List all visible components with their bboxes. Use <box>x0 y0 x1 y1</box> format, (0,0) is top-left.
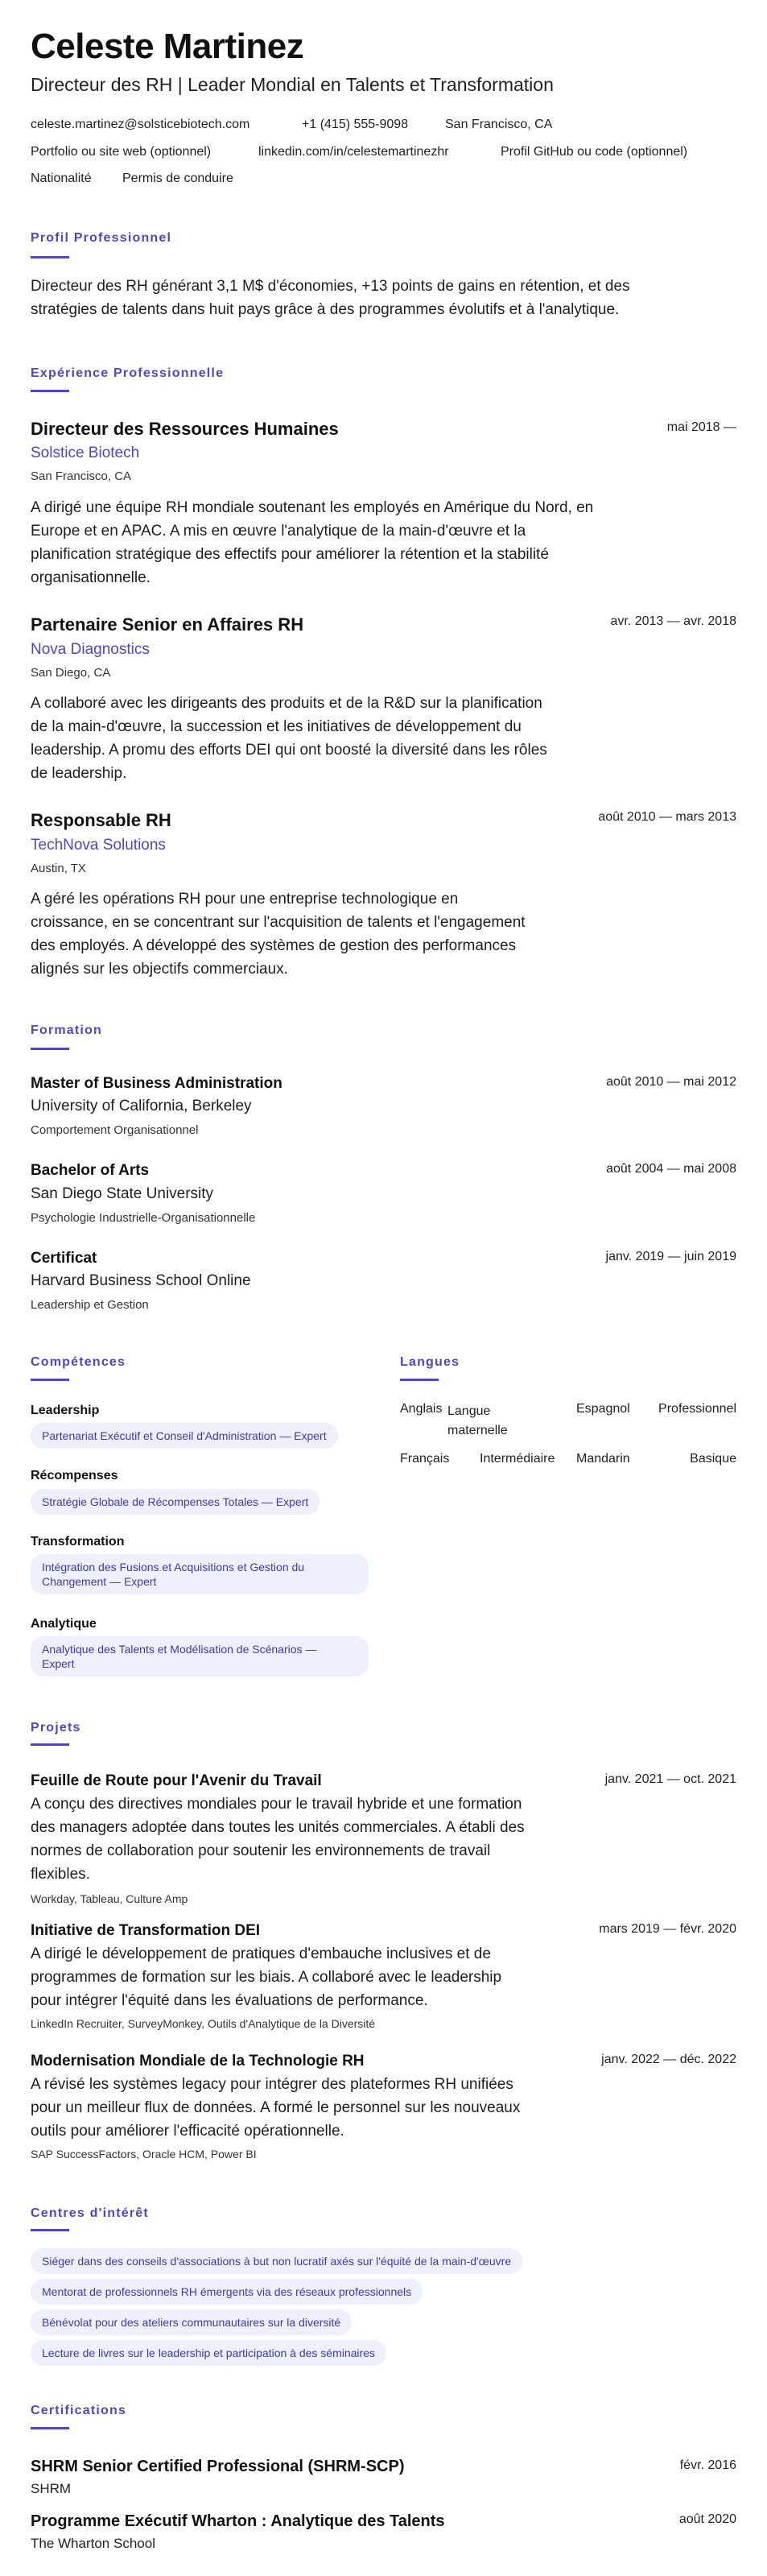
school: San Diego State University <box>31 1185 214 1202</box>
language-level: Basique <box>690 1452 736 1466</box>
job-title: Partenaire Senior en Affaires RH <box>31 614 304 635</box>
skill-pill: Stratégie Globale de Récompenses Totales — Expert <box>31 1489 320 1515</box>
job-description: A géré les opérations RH pour une entreprise technologique en croissance, en se concentrant sur l'acquisition de talents et l'engagement des employés. A développé des systèmes de gestion des performances alignés sur les objectifs commerciaux. <box>31 891 526 978</box>
phone-number[interactable]: +1 (415) 555-9098 <box>302 118 409 131</box>
job-dates: août 2010 — mars 2013 <box>598 810 736 824</box>
project-description: A révisé les systèmes legacy pour intégrer des plateformes RH unifiées pour un meilleur flux de données. A formé le personnel sur les nouveaux outils pour améliorer l'efficacité opérationnelle. <box>31 2076 521 2140</box>
section-rule <box>31 1048 69 1050</box>
headline: Directeur des RH | Leader Mondial en Talents et Transformation <box>31 74 554 95</box>
project-tech: LinkedIn Recruiter, SurveyMonkey, Outils d'Analytique de la Diversité <box>31 2017 376 2030</box>
section-title-profile: Profil Professionnel <box>31 231 172 245</box>
driving-license: Permis de conduire <box>122 172 233 185</box>
project-title: Initiative de Transformation DEI <box>31 1922 261 1939</box>
certification-date: févr. 2016 <box>679 2458 736 2472</box>
interest-pill: Bénévolat pour des ateliers communautaires sur la diversité <box>31 2309 352 2335</box>
project-title: Modernisation Mondiale de la Technologie RH <box>31 2053 365 2069</box>
skill-category: Leadership <box>31 1404 100 1417</box>
nationality: Nationalité <box>31 172 92 185</box>
project-description: A dirigé le développement de pratiques d'embauche inclusives et de programmes de formation sur les biais. A collaboré avec le leadership pour intégrer l'équité dans les évaluations de performance. <box>31 1945 502 2009</box>
degree: Certificat <box>31 1250 97 1267</box>
degree: Bachelor of Arts <box>31 1162 150 1179</box>
school: University of California, Berkeley <box>31 1098 252 1114</box>
section-rule <box>31 2229 69 2231</box>
section-rule <box>31 256 69 258</box>
skill-pill: Analytique des Talents et Modélisation de Scénarios — Expert <box>31 1636 369 1677</box>
linkedin-link[interactable]: linkedin.com/in/celestemartinezhr <box>258 145 449 159</box>
job-location: San Francisco, CA <box>31 469 132 483</box>
language-name: Français <box>400 1452 450 1466</box>
section-title-education: Formation <box>31 1023 103 1037</box>
job-location: Austin, TX <box>31 862 86 875</box>
education-dates: août 2010 — mai 2012 <box>606 1075 736 1089</box>
field-of-study: Comportement Organisationnel <box>31 1123 199 1137</box>
section-title-experience: Expérience Professionnelle <box>31 366 225 380</box>
project-tech: SAP SuccessFactors, Oracle HCM, Power BI <box>31 2148 257 2160</box>
project-dates: janv. 2022 — déc. 2022 <box>601 2053 736 2066</box>
email-link[interactable]: celeste.martinez@solsticebiotech.com <box>31 118 250 131</box>
skill-pill: Partenariat Exécutif et Conseil d'Administration — Expert <box>31 1423 338 1449</box>
section-title-certifications: Certifications <box>31 2404 127 2417</box>
project-dates: mars 2019 — févr. 2020 <box>599 1922 736 1936</box>
section-rule <box>400 1379 439 1381</box>
field-of-study: Leadership et Gestion <box>31 1298 149 1312</box>
section-title-skills: Compétences <box>31 1355 126 1369</box>
project-description: A conçu des directives mondiales pour le travail hybride et une formation des managers adoptée dans toutes les unités commerciales. A établi des normes de collaboration pour soutenir les environnements de travail flexibles. <box>31 1796 525 1883</box>
language-level: Professionnel <box>658 1402 736 1416</box>
interest-pill: Siéger dans des conseils d'associations à but non lucratif axés sur l'équité de la main-d'œuvre <box>31 2248 522 2274</box>
section-rule <box>31 1743 69 1746</box>
candidate-name: Celeste Martinez <box>31 27 304 66</box>
education-dates: janv. 2019 — juin 2019 <box>605 1250 736 1263</box>
job-location: San Diego, CA <box>31 666 111 680</box>
profile-summary: Directeur des RH générant 3,1 M$ d'économies, +13 points de gains en rétention, et des stratégies de talents dans huit pays grâce à des programmes évolutifs et à l'analytique. <box>31 278 630 318</box>
section-title-languages: Langues <box>400 1355 460 1369</box>
job-title: Directeur des Ressources Humaines <box>31 419 339 439</box>
degree: Master of Business Administration <box>31 1075 282 1092</box>
section-rule <box>31 2427 69 2429</box>
section-title-projects: Projets <box>31 1721 81 1735</box>
certification-issuer: SHRM <box>31 2481 72 2496</box>
website-link[interactable]: Portfolio ou site web (optionnel) <box>31 145 212 159</box>
language-level: Langue maternelle <box>447 1404 508 1437</box>
section-title-interests: Centres d'intérêt <box>31 2206 149 2220</box>
certification-date: août 2020 <box>678 2512 736 2526</box>
job-description: A collaboré avec les dirigeants des produits et de la R&D sur la planification de la main-d'œuvre, la succession et les initiatives de développement du leadership. A promu des efforts DEI qui ont boosté la diversité dans les rôles de leadership. <box>31 695 547 782</box>
location: San Francisco, CA <box>445 118 553 131</box>
language-name: Mandarin <box>576 1452 630 1466</box>
skill-category: Récompenses <box>31 1469 118 1482</box>
certification-issuer: The Wharton School <box>31 2536 155 2551</box>
school: Harvard Business School Online <box>31 1272 251 1289</box>
interest-pill: Lecture de livres sur le leadership et participation à des séminaires <box>31 2340 386 2366</box>
job-dates: mai 2018 — <box>666 420 736 434</box>
skill-category: Analytique <box>31 1617 97 1631</box>
job-description: A dirigé une équipe RH mondiale soutenant les employés en Amérique du Nord, en Europe et en APAC. A mis en œuvre l'analytique de la main-d'œuvre et la planification stratégique des effectifs pour améliorer la rétention et la stabilité organisationnelle. <box>31 499 594 586</box>
job-title: Responsable RH <box>31 810 171 830</box>
company-name: TechNova Solutions <box>31 837 166 854</box>
certification-title: Programme Exécutif Wharton : Analytique des Talents <box>31 2512 445 2530</box>
interest-pill: Mentorat de professionnels RH émergents via des réseaux professionnels <box>31 2279 423 2305</box>
language-level: Intermédiaire <box>480 1452 555 1466</box>
company-name: Nova Diagnostics <box>31 641 150 658</box>
certification-title: SHRM Senior Certified Professional (SHRM-SCP) <box>31 2458 405 2475</box>
github-link[interactable]: Profil GitHub ou code (optionnel) <box>501 145 688 159</box>
language-name: Anglais <box>400 1402 443 1416</box>
section-rule <box>31 390 69 392</box>
education-dates: août 2004 — mai 2008 <box>606 1162 736 1176</box>
job-dates: avr. 2013 — avr. 2018 <box>610 614 736 628</box>
skill-category: Transformation <box>31 1535 125 1548</box>
project-title: Feuille de Route pour l'Avenir du Travail <box>31 1772 322 1789</box>
company-name: Solstice Biotech <box>31 444 140 461</box>
project-dates: janv. 2021 — oct. 2021 <box>604 1772 736 1786</box>
skill-pill: Intégration des Fusions et Acquisitions et Gestion du Changement — Expert <box>31 1554 369 1594</box>
field-of-study: Psychologie Industrielle-Organisationnelle <box>31 1211 256 1225</box>
language-name: Espagnol <box>576 1402 630 1416</box>
project-tech: Workday, Tableau, Culture Amp <box>31 1892 188 1905</box>
section-rule <box>31 1379 69 1381</box>
